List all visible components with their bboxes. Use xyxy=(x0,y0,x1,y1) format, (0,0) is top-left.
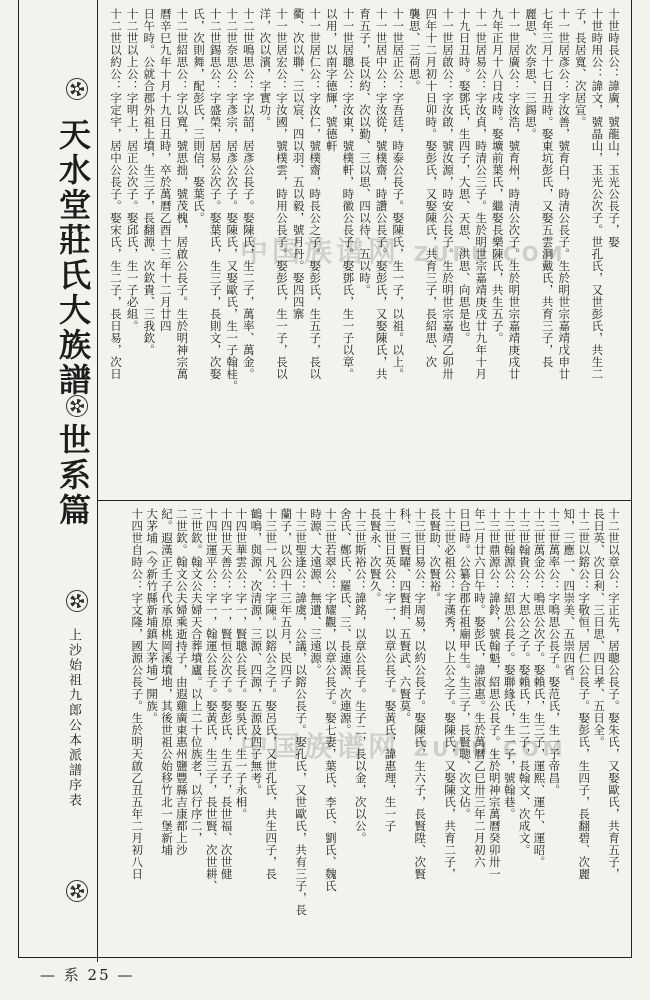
plum-blossom-icon xyxy=(66,590,88,612)
genealogy-entry-column: 日午時。公就合郡外祖上墳，生三子，長翻源、次欽貴、三我欽。 xyxy=(142,8,157,356)
genealogy-entry-column: 十三世日易公：字周易，以約公長子。娶陳氏，生六子，長賢陞、次賢 xyxy=(413,508,428,880)
genealogy-entry-column: 十一世居正公：字吾廷，時泰公長子。娶陳氏，生一子，以祖。以上。 xyxy=(391,8,406,380)
genealogy-entry-column: 十一世居聰公：字汝東，號樸軒，時徽公長子。娶鄧氏，生一子以章。 xyxy=(341,8,356,380)
genealogy-entry-column: 十四世天善公：字一，賢恒公次子。娶彭氏，生五子，長世福、次世健 xyxy=(219,508,234,880)
genealogy-entry-column: 十二世鳴思公：字以韶，居彥公長子。娶陳氏，生二子，萬率、萬金。 xyxy=(241,8,256,380)
genealogy-entry-column: 科、三賢曜、四賢捐、五賢武、六賢莫。 xyxy=(398,508,413,724)
genealogy-entry-column: 七年三月十七日丑時。娶東坑彭氏，又娶五雲洞戴氏，共育三子，長 xyxy=(540,8,555,368)
genealogy-entry-column: 十二世紹思公：字以寬，號思拙，號茂槐，居啟公長子。生於明神宗萬 xyxy=(175,8,190,380)
genealogy-entry-column: 二世欽。翰文公夫婦乘逝持子，由遐雞廣東惠州鹽豐縣吉康都上沙 xyxy=(174,508,189,856)
genealogy-entry-column: 十三世鼎源公：諱鈴，號翰魁，紹思公長子。生於明神宗萬曆癸卯卅一 xyxy=(487,508,502,880)
genealogy-entry-column: 氏，次則舞，配彭氏，三則信，娶葉氏。 xyxy=(192,8,206,224)
genealogy-entry-column: 十四世華雲公：字一，賢聰公長子。娶吳氏，生一子永相。 xyxy=(234,508,249,820)
genealogy-entry-column: 知，三應一、四崇美、五崇四省。 xyxy=(562,508,577,688)
genealogy-entry-column: 十四世運平公：字一，翰運公長子。娶黃氏，生三子，長世賢、次世耕、 xyxy=(204,508,219,892)
genealogy-entry-column: 十九日丑時。娶鄧氏，生四子，大思、天思、洪思、向思是也。 xyxy=(457,8,472,344)
genealogy-entry-column: 長賢永、次賢久。 xyxy=(368,508,383,604)
genealogy-entry-column: 十二世以上公：字明上，居正公次子。娶邱氏，生一子必組。 xyxy=(125,8,140,332)
watermark-text: 中国族谱网 xyxy=(240,235,401,268)
plum-blossom-icon xyxy=(66,395,88,417)
genealogy-entry-column: 十一世居仁公：字汝仁，號樸齋，時長公之子。娶彭氏，生五子，長以 xyxy=(308,8,323,380)
genealogy-entry-column: 育五子，長以約、次以勤、三以思、四以待、五以時。 xyxy=(358,8,372,296)
genealogy-entry-column: 鶴鳴，與源、次清源，三源、四源，五源及四子無考。 xyxy=(249,508,264,796)
genealogy-entry-column: 大茅埔（今新竹縣新埔鎮大茅埔）開族。 xyxy=(145,508,160,724)
genealogy-entry-column: 九年正月十八日戌時。娶壙前葉氏，繼娶長樂陳氏，共生五子。 xyxy=(490,8,505,344)
genealogy-entry-column: 三世欽。翰文公夫婦天合葬墳廬。以上二十位族老，以行序二， xyxy=(189,508,204,844)
genealogy-entry-column: 十一世居易公：字汝貞，時清公三子。生於明世宗嘉靖庚戌廿九年十月 xyxy=(474,8,489,380)
sidebar xyxy=(18,0,97,962)
genealogy-entry-column: 十三世翰貴公：大思公之子。娶賴氏，生二子，長翰文、次成文。 xyxy=(517,508,532,856)
section-divider xyxy=(97,500,632,501)
genealogy-entry-column: 十世時長公：諱廣，號龍山，玉光公長子，娶 xyxy=(607,8,621,248)
watermark-url: ZUPU.COM xyxy=(413,242,567,266)
genealogy-entry-column: 曆辛巳九年十月十九日丑時，卒於萬曆乙酉十三年十二月廿四 xyxy=(158,8,173,332)
genealogy-entry-column: 十二世以約公：字定宇，居中公長子。娶宋氏，生二子，長日易，次日 xyxy=(109,8,123,380)
genealogy-entry-column: 十三世斯裕公：諱銘，以章公長子。生子二，長以金，次以公。 xyxy=(353,508,368,844)
genealogy-entry-column: 十一世居中公：字汝從，號樸齋，時讚公長子。娶彭氏，又娶陳氏，共 xyxy=(374,8,389,380)
genealogy-entry-column: 十三世翰源公：紹思公長子。娶聯緣氏，生一子，號翰巷。 xyxy=(502,508,517,820)
genealogy-entry-column: 十三世萬金公：鳴思公次子。娶賴氏，生三子，運熙、運午、運昭。 xyxy=(532,508,547,868)
genealogy-entry-column: 十一世居彥公：字汝善，號育白，時清公長子。生於明世宗嘉靖戊申廿 xyxy=(557,8,572,380)
plum-blossom-icon xyxy=(66,880,88,902)
book-title: 天水堂莊氏大族譜 xyxy=(54,118,92,398)
genealogy-entry-column: 子，長居寬、次居宣。 xyxy=(573,8,588,128)
watermark-url: ZUPU.COM xyxy=(413,737,567,761)
genealogy-entry-column: 以用，以南字德輝，號德軒 xyxy=(324,8,339,152)
genealogy-entry-column: 時源、大遠源、無遺、三遠源。 xyxy=(309,508,323,676)
genealogy-entry-column: 十世時用公：諱文，號晶山，玉光公次子。世孔氏，又世彭氏，共生二 xyxy=(590,8,605,380)
genealogy-entry-column: 年二月廿六日午時。娶彭氏，諱淑惠。生於萬曆乙巳卅三年二月初六 xyxy=(472,508,487,868)
genealogy-entry-column: 十一世居宏公：字汝國，號樸雲，時用公長子。娶彭氏，生一子，長以 xyxy=(275,8,289,380)
section-title: 世系篇 xyxy=(54,423,92,528)
genealogy-entry-column: 十三世若翠公：字耀觀，以章公長子。娶七妻，葉氏、李氏、劉氏、魏氏 xyxy=(323,508,338,892)
genealogy-entry-column: 日巳時。公纂合郡在祖廟甲生。生三子，長賢聰、次文佔。 xyxy=(458,508,472,820)
genealogy-entry-column: 四年十二月初十日卯時。娶彭氏，又娶陳氏，共育三子，長紹思、次 xyxy=(424,8,439,368)
genealogy-entry-column: 十三世日英公：字一，以章公長子。娶黃氏，諱惠理，生一子 xyxy=(383,508,398,832)
genealogy-entry-column: 十二世奈思公：字彥宗，居彥公次子。娶陳氏，又娶歐氏，生一子翰桂。 xyxy=(225,8,240,392)
genealogy-entry-column: 十三世必祖公：字漢秀，以上公之子。娶陳氏，又娶陳氏，共育二子， xyxy=(443,508,458,880)
genealogy-entry-column: 長賢助、次賢裕。 xyxy=(428,508,443,604)
genealogy-entry-column: 十三世聖逢公：諱虞，公議，以鎔公長子。娶孔氏，又世歐氏，共有三子，長 xyxy=(294,508,309,916)
genealogy-entry-column: 紀。遐漢正壬子代承原桃岡溪墳地，其後世祖公始移竹北一堡新埔 xyxy=(160,508,174,856)
sidebar-divider xyxy=(97,0,98,962)
genealogy-entry-column: 麗思、次奈思、三錫思。 xyxy=(524,8,538,140)
genealogy-entry-column: 十三世一凡公：字陳。以鎔公之子。娶呂氏，又世孔氏，共生四子，長 xyxy=(264,508,279,880)
page-number: — 系 25 — xyxy=(40,966,135,984)
plum-blossom-icon xyxy=(66,78,88,100)
genealogy-entry-column: 十二世以鎔公：字敬恒，居仁公長子。娶彭氏，生四子，長翻碧、次麗 xyxy=(577,508,592,880)
genealogy-entry-column: 襲思、三荷思。 xyxy=(407,8,422,92)
table-subtitle: 上沙始祖九郎公本派譜序表 xyxy=(66,628,81,808)
genealogy-entry-column: 長日英、次日利、三日思、四日孝、五日全。 xyxy=(592,508,607,748)
genealogy-entry-column: 十二世以章公：字正先，居聰公長子。娶朱氏，又娶歐氏，共育五子， xyxy=(607,508,621,880)
genealogy-entry-column: 十四世自時公：字文隆，國源公長子。生於明天啟乙丑五年二月初八日 xyxy=(130,508,145,880)
watermark-text: 中国族谱网 xyxy=(240,730,401,763)
genealogy-entry-column: 洋，次以濱，字實功。 xyxy=(258,8,273,128)
genealogy-entry-column: 十一世居廣公：字汝浩，號育州，時清公次子。生於明世宗嘉靖庚戌廿 xyxy=(507,8,522,380)
genealogy-entry-column: 舍氏、鄭氏、羅氏、三、長連源、次連源。 xyxy=(338,508,353,736)
genealogy-entry-column: 衢、次以聯、三以宸、四以羽、五以毅，號月丹。娶四四寨 xyxy=(291,8,306,320)
genealogy-entry-column: 十三世萬率公：字鳴思公長子。娶范氏，生一子帝昌。 xyxy=(547,508,562,796)
genealogy-entry-column: 十二世錫思公：字盛榮，居易公次子。娶葉氏，生三子，長則文，次娶 xyxy=(208,8,223,380)
genealogy-entry-column: 蘭子，以公四十三年五月，民四子 xyxy=(279,508,294,688)
genealogy-entry-column: 十一世居啟公：字汝啟，號汝源，時安公長子。生於明世宗嘉靖乙卯卅 xyxy=(441,8,455,380)
